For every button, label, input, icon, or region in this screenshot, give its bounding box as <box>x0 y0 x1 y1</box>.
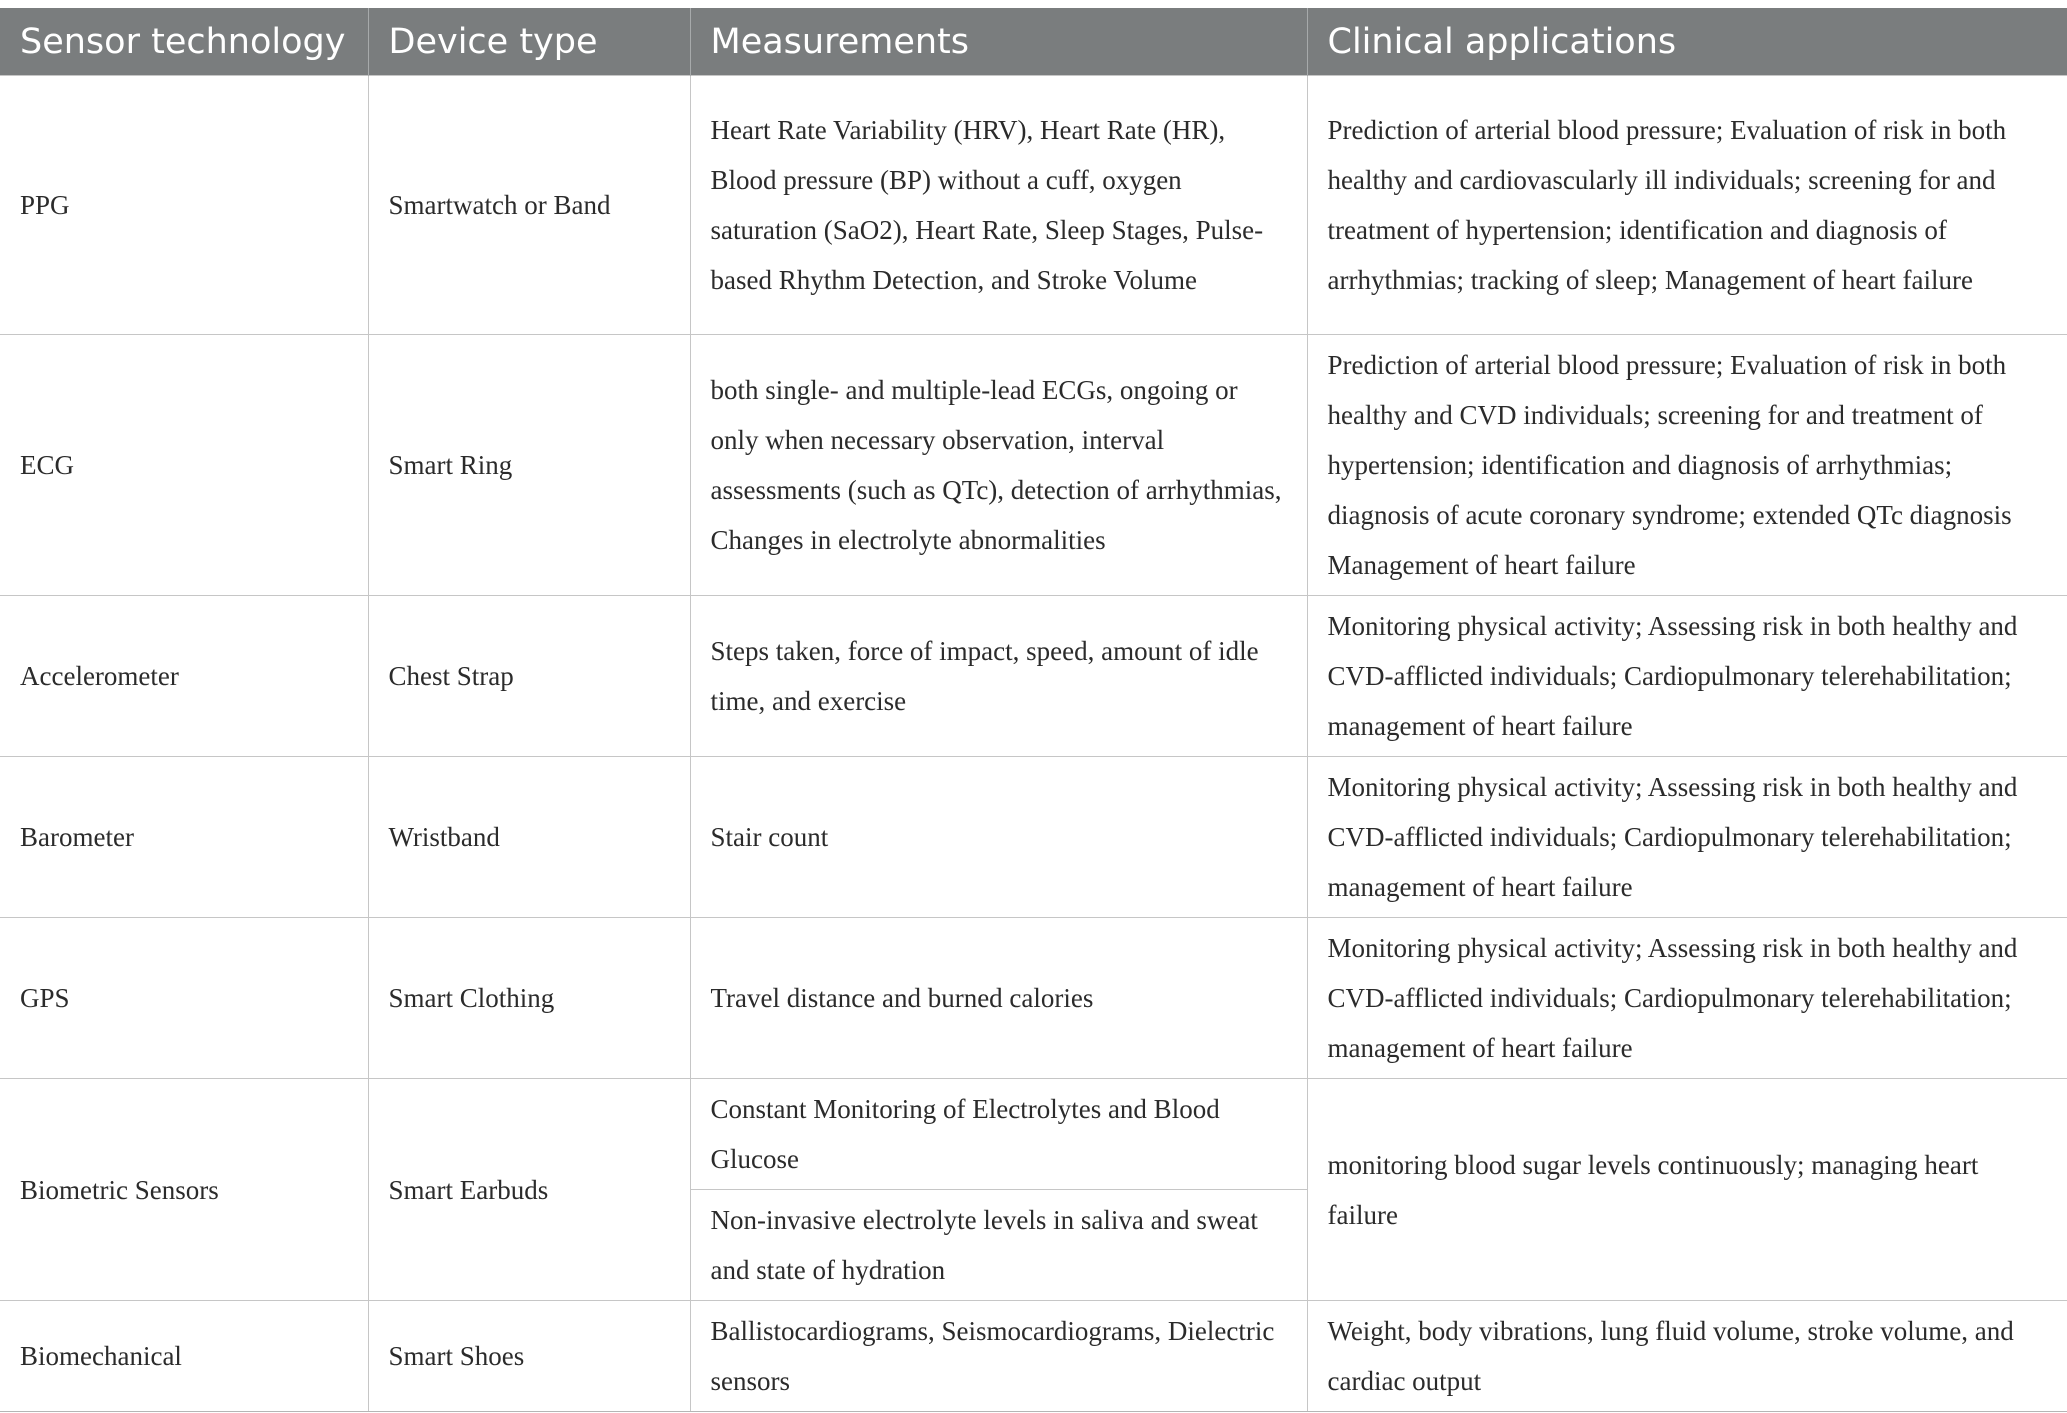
cell-sensor: Biometric Sensors <box>0 1079 368 1301</box>
sensor-table <box>0 8 2067 1412</box>
cell-clinical: Monitoring physical activity; Assessing risk in both healthy and CVD-afflicted individuals; Cardiopulmonary telerehabilitation; management of heart failure <box>1307 918 2067 1079</box>
cell-measurements: Constant Monitoring of Electrolytes and Blood Glucose <box>690 1079 1307 1190</box>
table-row <box>0 757 2067 918</box>
cell-sensor: ECG <box>0 335 368 596</box>
cell-clinical: Monitoring physical activity; Assessing risk in both healthy and CVD-afflicted individuals; Cardiopulmonary telerehabilitation; management of heart failure <box>1307 596 2067 757</box>
cell-sensor: GPS <box>0 918 368 1079</box>
cell-device: Smart Earbuds <box>368 1079 690 1301</box>
cell-device: Smartwatch or Band <box>368 76 690 335</box>
header-measurements: Measurements <box>690 8 1307 76</box>
cell-device: Smart Clothing <box>368 918 690 1079</box>
table-row <box>0 596 2067 757</box>
cell-sensor: Barometer <box>0 757 368 918</box>
cell-clinical: Prediction of arterial blood pressure; Evaluation of risk in both healthy and CVD individuals; screening for and treatment of hypertension; identification and diagnosis of arrhythmias; diagnosis of acute coronary syndrome; extended QTc diagnosis Management of heart failure <box>1307 335 2067 596</box>
table-row <box>0 335 2067 596</box>
cell-measurements: Ballistocardiograms, Seismocardiograms, Dielectric sensors <box>690 1301 1307 1412</box>
cell-measurements: Heart Rate Variability (HRV), Heart Rate (HR), Blood pressure (BP) without a cuff, oxygen saturation (SaO2), Heart Rate, Sleep Stages, Pulse-based Rhythm Detection, and Stroke Volume <box>690 76 1307 335</box>
cell-clinical: monitoring blood sugar levels continuously; managing heart failure <box>1307 1079 2067 1301</box>
header-sensor-technology: Sensor technology <box>0 8 368 76</box>
cell-measurements: Stair count <box>690 757 1307 918</box>
cell-clinical: Weight, body vibrations, lung fluid volume, stroke volume, and cardiac output <box>1307 1301 2067 1412</box>
header-clinical-applications: Clinical applications <box>1307 8 2067 76</box>
table-row <box>0 1301 2067 1412</box>
cell-sensor: Accelerometer <box>0 596 368 757</box>
sensor-table-container <box>0 8 2067 1412</box>
table-header-row <box>0 8 2067 76</box>
cell-measurements: both single- and multiple-lead ECGs, ongoing or only when necessary observation, interval assessments (such as QTc), detection of arrhythmias, Changes in electrolyte abnormalities <box>690 335 1307 596</box>
cell-device: Smart Shoes <box>368 1301 690 1412</box>
table-row <box>0 918 2067 1079</box>
cell-device: Wristband <box>368 757 690 918</box>
cell-measurements: Non-invasive electrolyte levels in saliva and sweat and state of hydration <box>690 1190 1307 1301</box>
cell-sensor: PPG <box>0 76 368 335</box>
cell-measurements: Steps taken, force of impact, speed, amount of idle time, and exercise <box>690 596 1307 757</box>
cell-clinical: Prediction of arterial blood pressure; Evaluation of risk in both healthy and cardiovascularly ill individuals; screening for and treatment of hypertension; identification and diagnosis of arrhythmias; tracking of sleep; Management of heart failure <box>1307 76 2067 335</box>
cell-device: Smart Ring <box>368 335 690 596</box>
cell-sensor: Biomechanical <box>0 1301 368 1412</box>
table-row <box>0 1079 2067 1190</box>
table-row <box>0 76 2067 335</box>
cell-measurements: Travel distance and burned calories <box>690 918 1307 1079</box>
header-device-type: Device type <box>368 8 690 76</box>
cell-device: Chest Strap <box>368 596 690 757</box>
cell-clinical: Monitoring physical activity; Assessing risk in both healthy and CVD-afflicted individuals; Cardiopulmonary telerehabilitation; management of heart failure <box>1307 757 2067 918</box>
